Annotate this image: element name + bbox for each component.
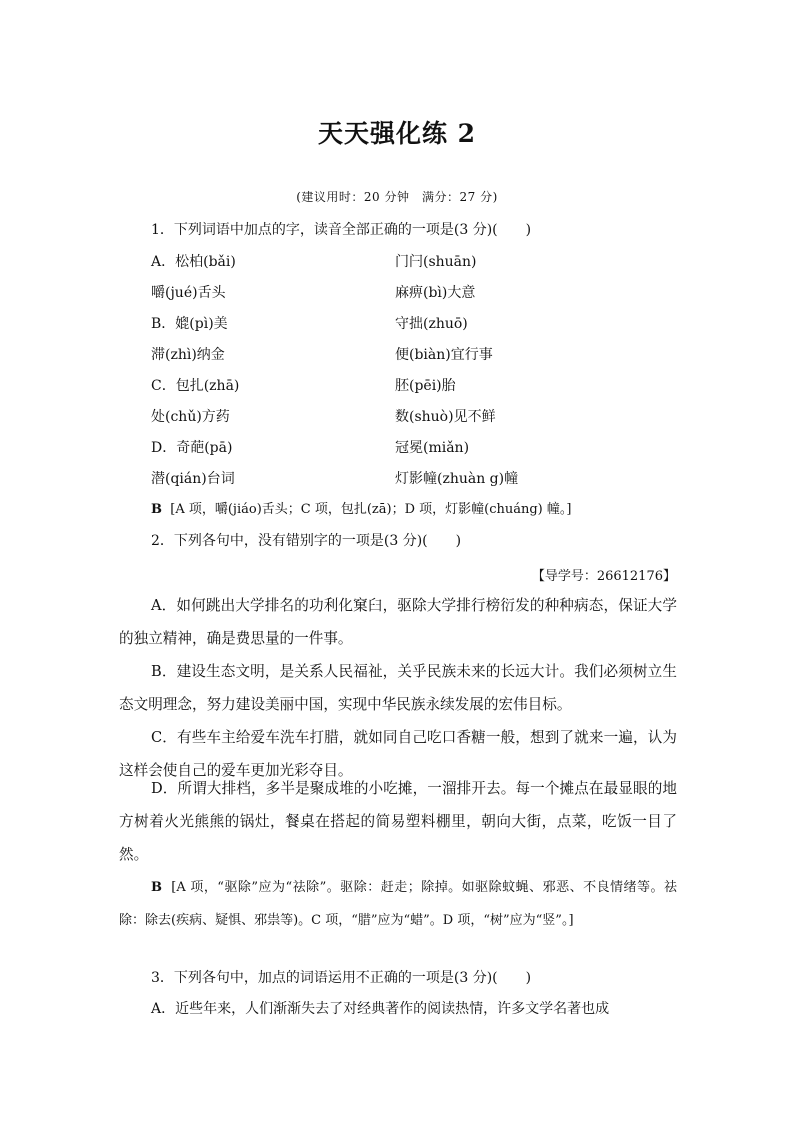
q3-stem: 3．下列各句中，加点的词语运用不正确的一项是(3 分)( ) <box>151 970 532 986</box>
q1-option-d-word3: 潜(qián)台词 <box>151 471 235 487</box>
q1-option-b-word4: 便(biàn)宜行事 <box>395 347 493 363</box>
guide-number: 【导学号：26612176】 <box>531 569 676 584</box>
q1-option-c-word2: 胚(pēi)胎 <box>395 378 456 394</box>
time-score-note: (建议用时：20 分钟 满分：27 分) <box>296 190 498 204</box>
q1-option-c-word3: 处(chǔ)方药 <box>151 409 230 425</box>
q1-option-a-word4: 麻痹(bì)大意 <box>395 285 476 301</box>
q2-answer-explanation: [A 项，“驱除”应为“祛除”。驱除：赶走；除掉。如驱除蚊蝇、邪恶、不良情绪等。祛除：除去(疾病、疑惧、邪祟等)。C 项，“腊”应为“蜡”。D 项，“树”应为“竖”。] <box>119 880 677 928</box>
q1-option-c-word4: 数(shuò)见不鲜 <box>395 409 496 425</box>
q1-option-a-word3: 嚼(jué)舌头 <box>151 285 226 301</box>
q2-answer-letter: B <box>151 880 162 895</box>
q2-stem: 2．下列各句中，没有错别字的一项是(3 分)( ) <box>151 533 462 549</box>
q1-option-d-word1: D．奇葩(pā) <box>151 440 233 456</box>
q2-option-b: B．建设生态文明，是关系人民福祉，关乎民族未来的长远大计。我们必须树立生态文明理念，努力建设美丽中国，实现中华民族永续发展的宏伟目标。 <box>119 663 677 713</box>
q1-answer-explanation: [A 项，嚼(jiáo)舌头；C 项，包扎(zā)；D 项，灯影幢(chuáng) 幢。] <box>170 502 572 517</box>
q1-option-a-word2: 门闩(shuān) <box>395 254 477 270</box>
page-title: 天天强化练 2 <box>317 119 477 148</box>
q1-stem: 1．下列词语中加点的字，读音全部正确的一项是(3 分)( ) <box>151 222 532 238</box>
q1-answer <box>151 500 571 520</box>
q1-answer-letter: B <box>151 502 162 517</box>
q2-option-a: A．如何跳出大学排名的功利化窠臼，驱除大学排行榜衍发的种种病态，保证大学的独立精神，确是费思量的一件事。 <box>119 597 677 647</box>
q1-option-d-word4: 灯影幢(zhuàn g)幢 <box>395 471 519 487</box>
q2-option-d: D．所谓大排档，多半是聚成堆的小吃摊，一溜排开去。每一个摊点在最显眼的地方树着火光熊熊的锅灶，餐桌在搭起的简易塑料棚里，朝向大街，点菜，吃饭一目了然。 <box>119 780 677 863</box>
q1-option-b-word3: 滞(zhì)纳金 <box>151 347 225 363</box>
q1-option-b-word1: B．媲(pì)美 <box>151 316 228 332</box>
q1-option-a-word1: A．松柏(bǎi) <box>151 254 236 270</box>
q2-answer <box>119 871 677 937</box>
q1-option-d-word2: 冠冕(miǎn) <box>395 440 470 456</box>
q1-option-b-word2: 守拙(zhuō) <box>395 316 468 332</box>
q2-option-c: C．有些车主给爱车洗车打腊，就如同自己吃口香糖一般，想到了就来一遍，认为这样会使自己的爱车更加光彩夺目。 <box>119 729 677 779</box>
q3-option-a: A．近些年来，人们渐渐失去了对经典著作的阅读热情，许多文学名著也成 <box>151 1001 610 1017</box>
q1-option-c-word1: C．包扎(zhā) <box>151 378 240 394</box>
